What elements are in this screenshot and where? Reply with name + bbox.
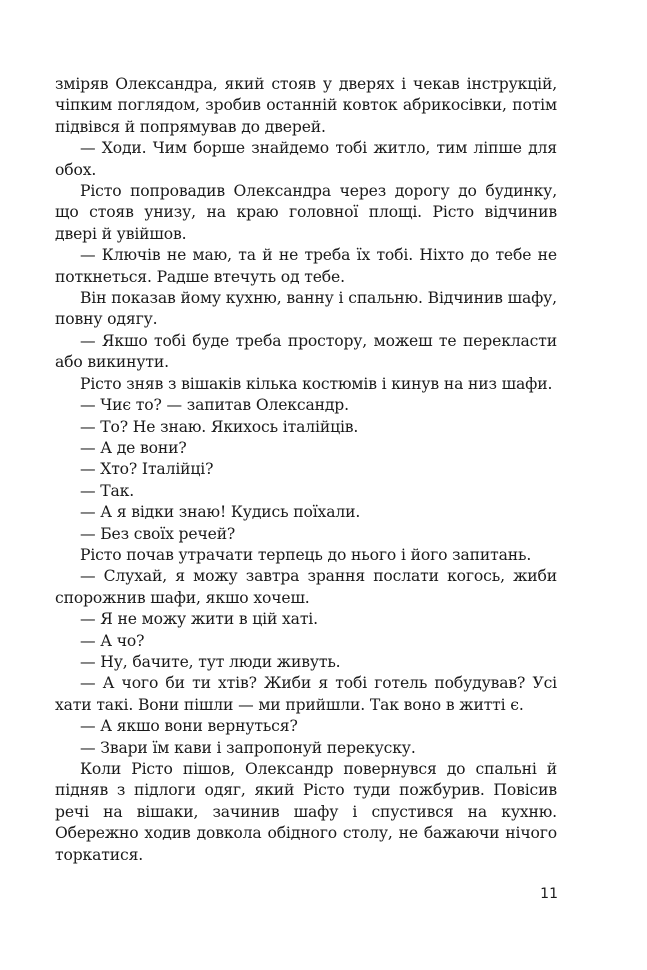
paragraph: — А чого би ти хтів? Жиби я тобі готель побудував? Усі хати такі. Вони пішли — ми прийшли. Так воно в житті є. <box>55 674 557 714</box>
paragraph: — А чо? <box>80 631 145 650</box>
paragraph: — Чиє то? — запитав Олександр. <box>80 396 349 415</box>
paragraph: Він показав йому кухню, ванну і спальню. Відчинив шафу, повну одягу. <box>55 289 557 329</box>
paragraph: Рісто почав утрачати терпець до нього і його запитань. <box>80 545 532 564</box>
paragraph: — Так. <box>80 481 135 500</box>
paragraph: — Без своїх речей? <box>80 524 236 543</box>
paragraph: Рісто зняв з вішаків кілька костюмів і кинув на низ шафи. <box>80 374 553 393</box>
paragraph: — Ключів не маю, та й не треба їх тобі. Ніхто до тебе не поткнеться. Радше втечуть од тебе. <box>55 246 557 286</box>
paragraph: — Звари їм кави і запропонуй перекуску. <box>80 738 416 757</box>
paragraph: — Ну, бачите, тут люди живуть. <box>80 652 341 671</box>
paragraph: — То? Не знаю. Якихось італійців. <box>80 417 359 436</box>
paragraph: — А я відки знаю! Кудись поїхали. <box>80 503 361 522</box>
paragraph: — Ходи. Чим борше знайдемо тобі житло, тим ліпше для обох. <box>55 139 557 179</box>
paragraph: — А де вони? <box>80 438 187 457</box>
paragraph: — Хто? Італійці? <box>80 460 214 479</box>
paragraph: Рісто попровадив Олександра через дорогу до будинку, що стояв унизу, на краю головної площі. Рісто відчинив двері й увійшов. <box>55 182 557 243</box>
paragraph: зміряв Олександра, який стояв у дверях і чекав інструкцій, чіпким поглядом, зробив останній ковток абрикосівки, потім підвівся й попрямував до дверей. <box>55 75 557 136</box>
paragraph: — Якшо тобі буде треба простору, можеш те перекласти або викинути. <box>55 331 557 372</box>
paragraph: — Я не можу жити в цій хаті. <box>80 610 318 629</box>
body-text <box>55 74 557 866</box>
paragraph: — Слухай, я можу завтра зрання послати когось, жиби спорожнив шафи, якшо хочеш. <box>55 567 557 607</box>
paragraph: — А якшо вони вернуться? <box>80 717 298 736</box>
page-number: 11 <box>540 886 558 902</box>
paragraph: Коли Рісто пішов, Олександр повернувся до спальні й підняв з підлоги одяг, який Рісто туди пожбурив. Повісив речі на вішаки, зачинив шафу і спустився на кухню. Обережно ходив довкола обідного столу, не бажаючи нічого торкатися. <box>55 760 557 864</box>
